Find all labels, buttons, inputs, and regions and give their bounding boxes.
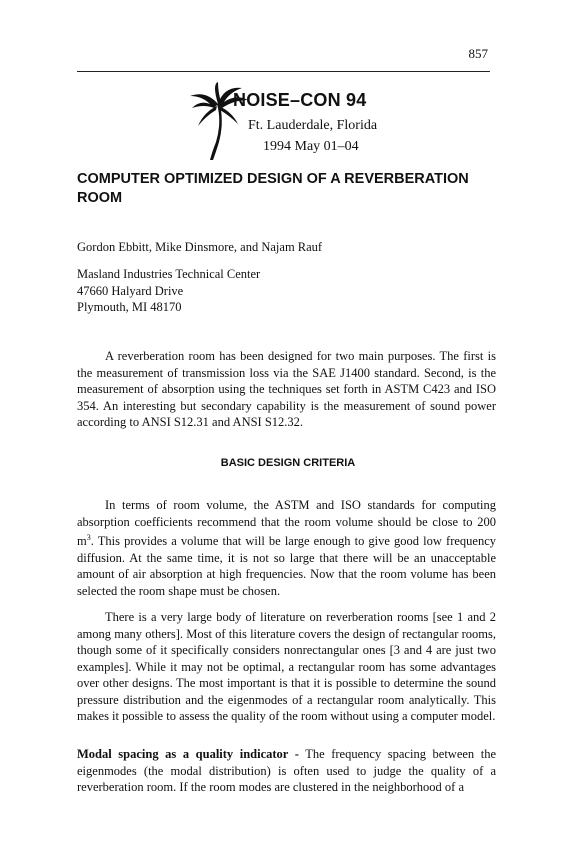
- affiliation-line: Plymouth, MI 48170: [77, 300, 182, 314]
- superscript: 3: [86, 533, 91, 542]
- conference-place: Ft. Lauderdale, Florida: [248, 118, 378, 133]
- paper-title: COMPUTER OPTIMIZED DESIGN OF A REVERBERATION ROOM: [77, 171, 469, 206]
- body-paragraph: There is a very large body of literature on reverberation rooms [see 1 and 2 among many others]. Most of this literature covers the design of rectangular rooms, though some of it specifically considers nonrectangular ones [3 and 4 are just two examples]. While it may not be optimal, a rectangular room has some advantages over other designs. The most important is that it is possible to determine the sound pressure distribution and the eigenmodes of a rectangular room analytically. This makes it possible to assess the quality of the room without using a computer model.: [77, 610, 496, 723]
- conference-name: NOISE–CON 94: [233, 90, 367, 110]
- affiliation-line: Masland Industries Technical Center: [77, 267, 261, 281]
- authors: Gordon Ebbitt, Mike Dinsmore, and Najam Rauf: [77, 240, 323, 254]
- body-text: . This provides a volume that will be large enough to give good low frequency diffusion. At the same time, it is not so large that there will be an unacceptable amount of air absorption at high frequencies. Now that the room volume has been selected the room shape must be chosen.: [77, 534, 496, 598]
- run-in-heading: Modal spacing as a quality indicator -: [77, 747, 299, 761]
- body-text: The frequency spacing between the eigenmodes (the modal distribution) is often used to judge the quality of a reverberation room. If the room modes are clustered in the neighborhood of a: [77, 747, 497, 794]
- conference-date: 1994 May 01–04: [263, 139, 359, 154]
- affiliation: [77, 266, 260, 316]
- body-paragraph: [77, 497, 496, 599]
- body-paragraph: A reverberation room has been designed for two main purposes. The first is the measurement of transmission loss via the SAE J1400 standard. Second, is the measurement of absorption using the techniques set forth in ASTM C423 and ISO 354. An interesting but secondary capability is the measurement of sound power according to ANSI S12.31 and ANSI S12.32.: [77, 349, 496, 429]
- page-number: 857: [468, 46, 488, 61]
- section-heading: BASIC DESIGN CRITERIA: [220, 457, 356, 469]
- body-text: In terms of room volume, the ASTM and ISO standards for computing absorption coefficients recommend that the room volume should be close to 200 m: [77, 498, 496, 549]
- body-paragraph: [77, 746, 496, 796]
- header-rule: [77, 71, 490, 72]
- affiliation-line: 47660 Halyard Drive: [77, 283, 184, 298]
